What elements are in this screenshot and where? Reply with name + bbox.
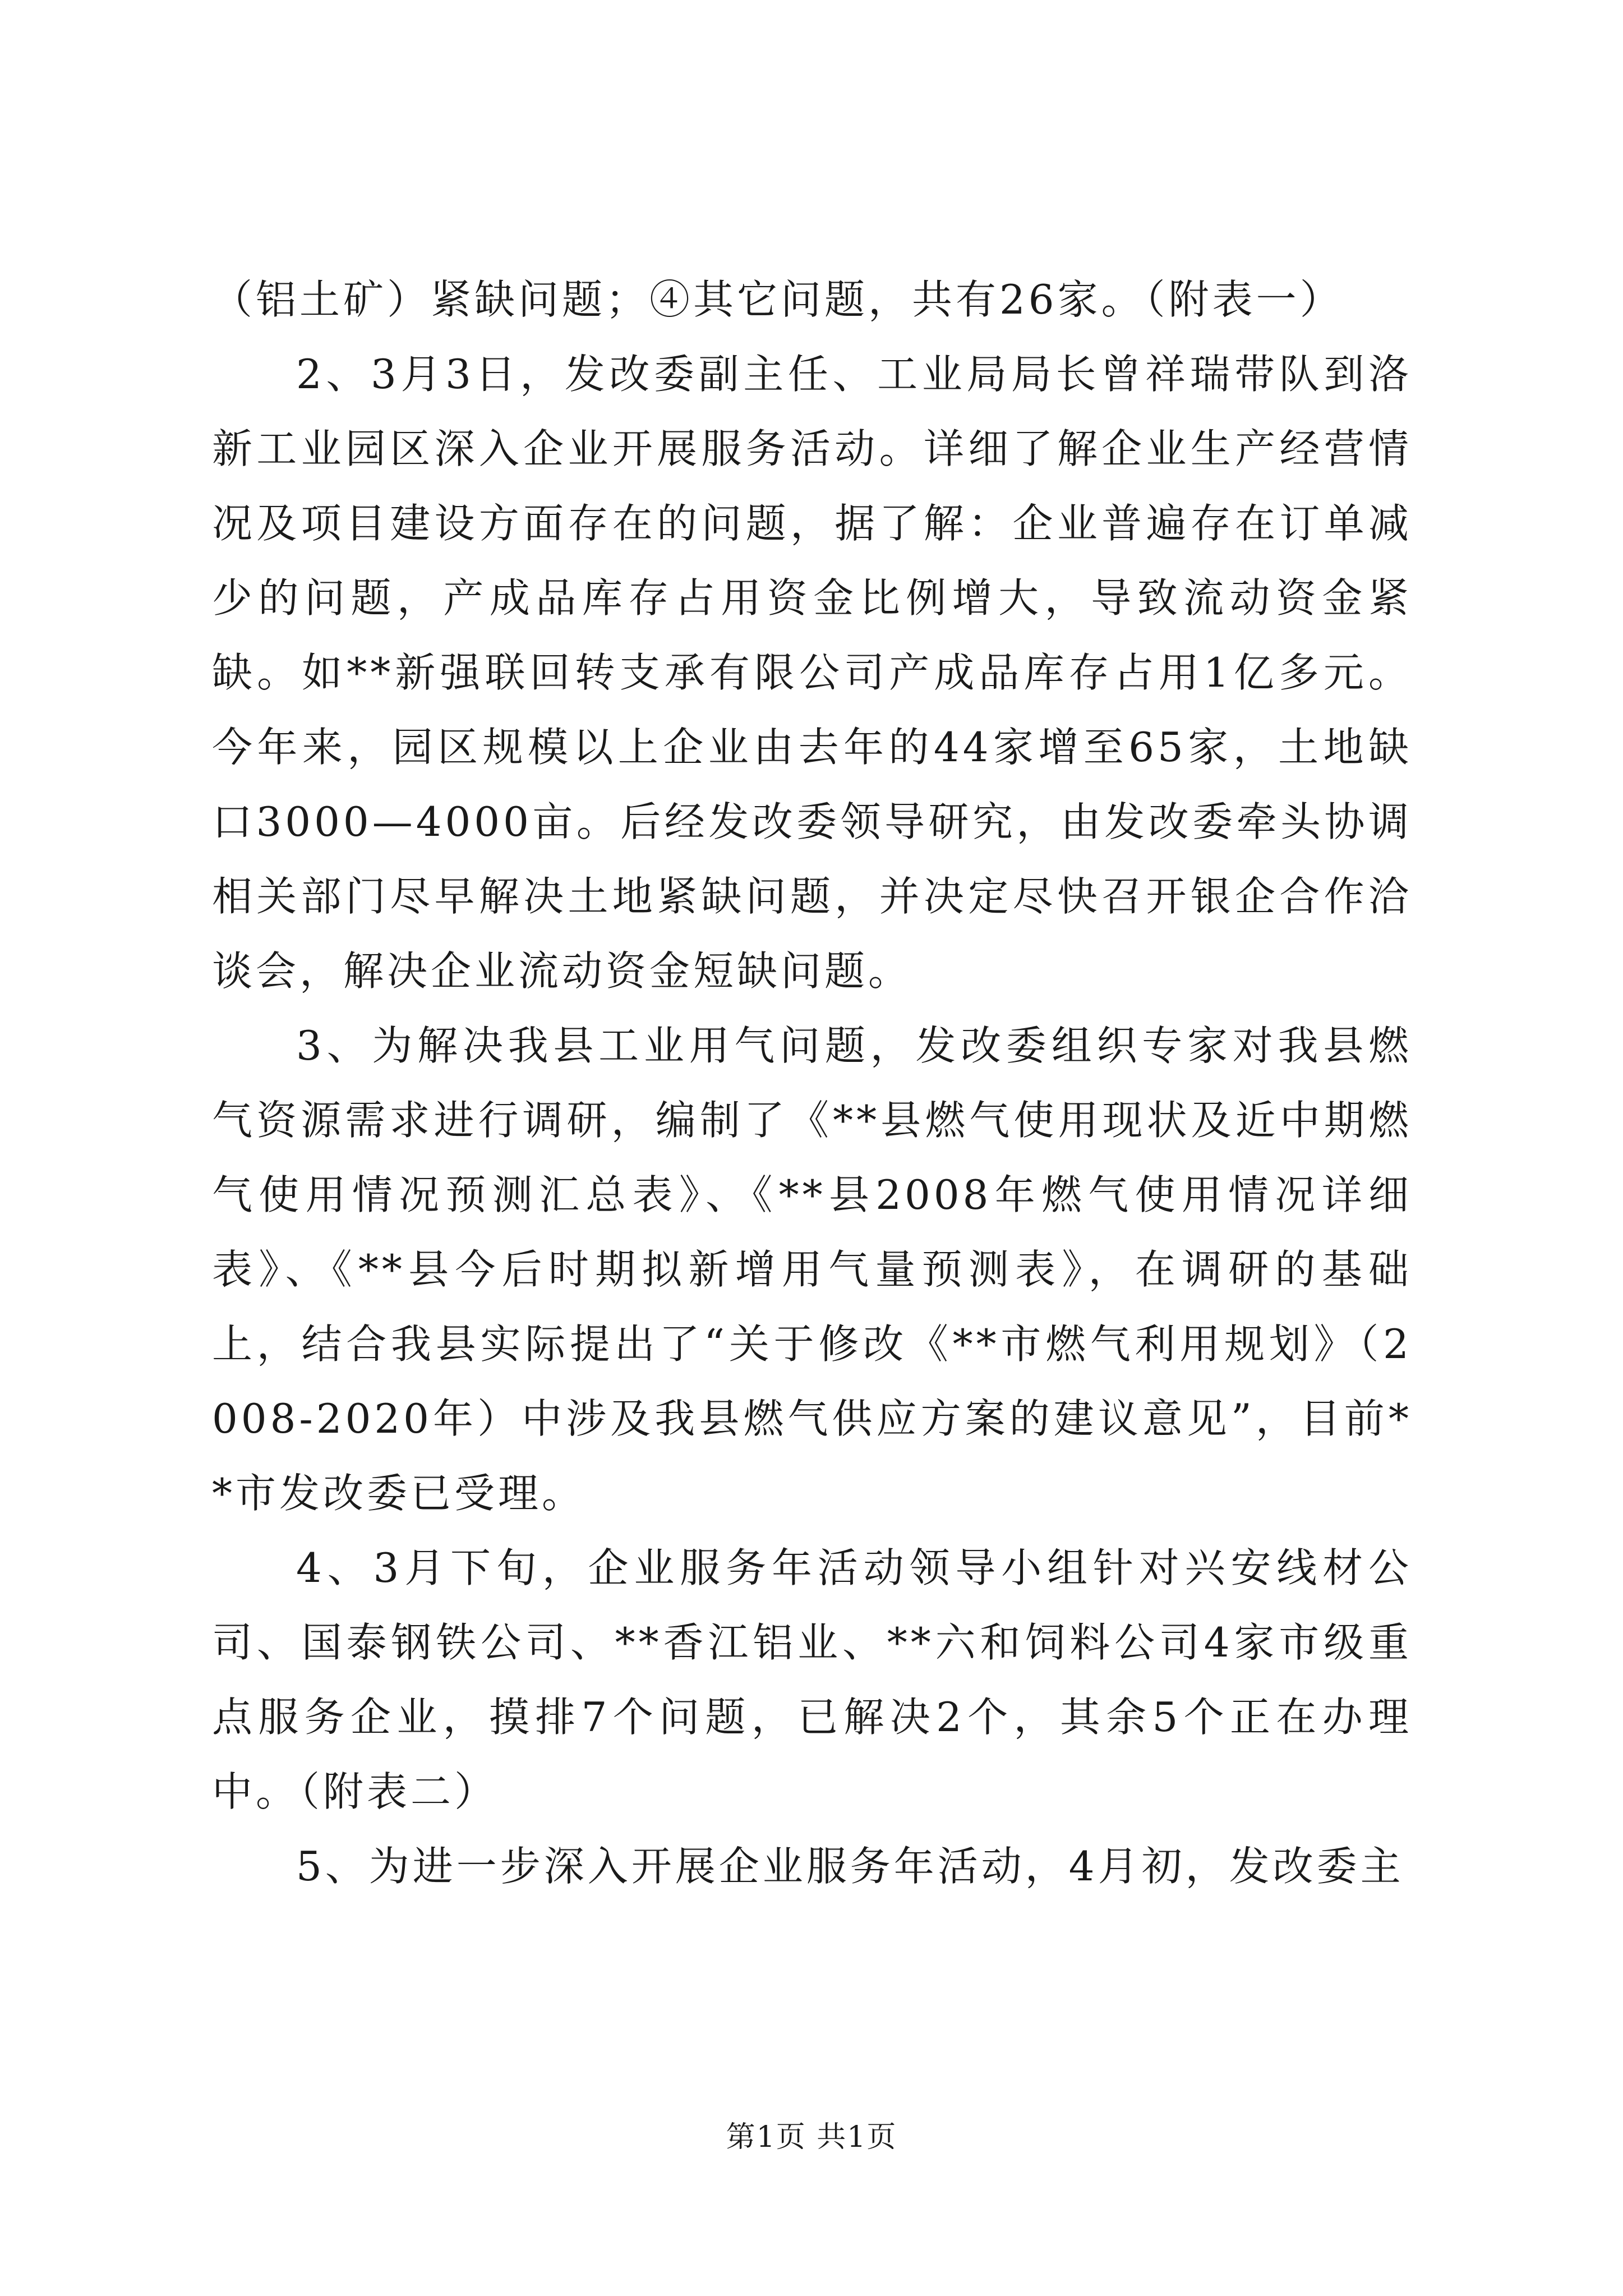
paragraph-item-2: 2、3月3日，发改委副主任、工业局局长曾祥瑞带队到洛新工业园区深入企业开展服务活动。详细了解企业生产经营情况及项目建设方面存在的问题，据了解：企业普遍存在订单减少的问题，产成品库存占用资金比例增大，导致流动资金紧缺。如**新强联回转支承有限公司产成品库存占用1亿多元。今年来，园区规模以上企业由去年的44家增至65家，土地缺口3000—4000亩。后经发改委领导研究，由发改委牵头协调相关部门尽早解决土地紧缺问题，并决定尽快召开银企合作洽谈会，解决企业流动资金短缺问题。 [212, 351, 1412, 995]
paragraph-item-5: 5、为进一步深入开展企业服务年活动，4月初，发改委主 [296, 1843, 1404, 1890]
paragraph-item-3: 3、为解决我县工业用气问题，发改委组织专家对我县燃气资源需求进行调研，编制了《**县燃气使用现状及近中期燃气使用情况预测汇总表》、《**县2008年燃气使用情况详细表》、《**县今后时期拟新增用气量预测表》，在调研的基础上，结合我县实际提出了“关于修改《**市燃气利用规划》（2008-2020年）中涉及我县燃气供应方案的建议意见”，目前**市发改委已受理。 [212, 1022, 1412, 1517]
paragraph-item-4: 4、3月下旬，企业服务年活动领导小组针对兴安线材公司、国泰钢铁公司、**香江铝业、**六和饲料公司4家市级重点服务企业，摸排7个问题，已解决2个，其余5个正在办理中。（附表二） [212, 1544, 1412, 1815]
paragraph-continuation: （铝土矿）紧缺问题；④其它问题，共有26家。（附表一） [212, 276, 1344, 323]
page-footer: 第1页 共1页 [726, 2120, 897, 2154]
document-body [212, 263, 1412, 1904]
